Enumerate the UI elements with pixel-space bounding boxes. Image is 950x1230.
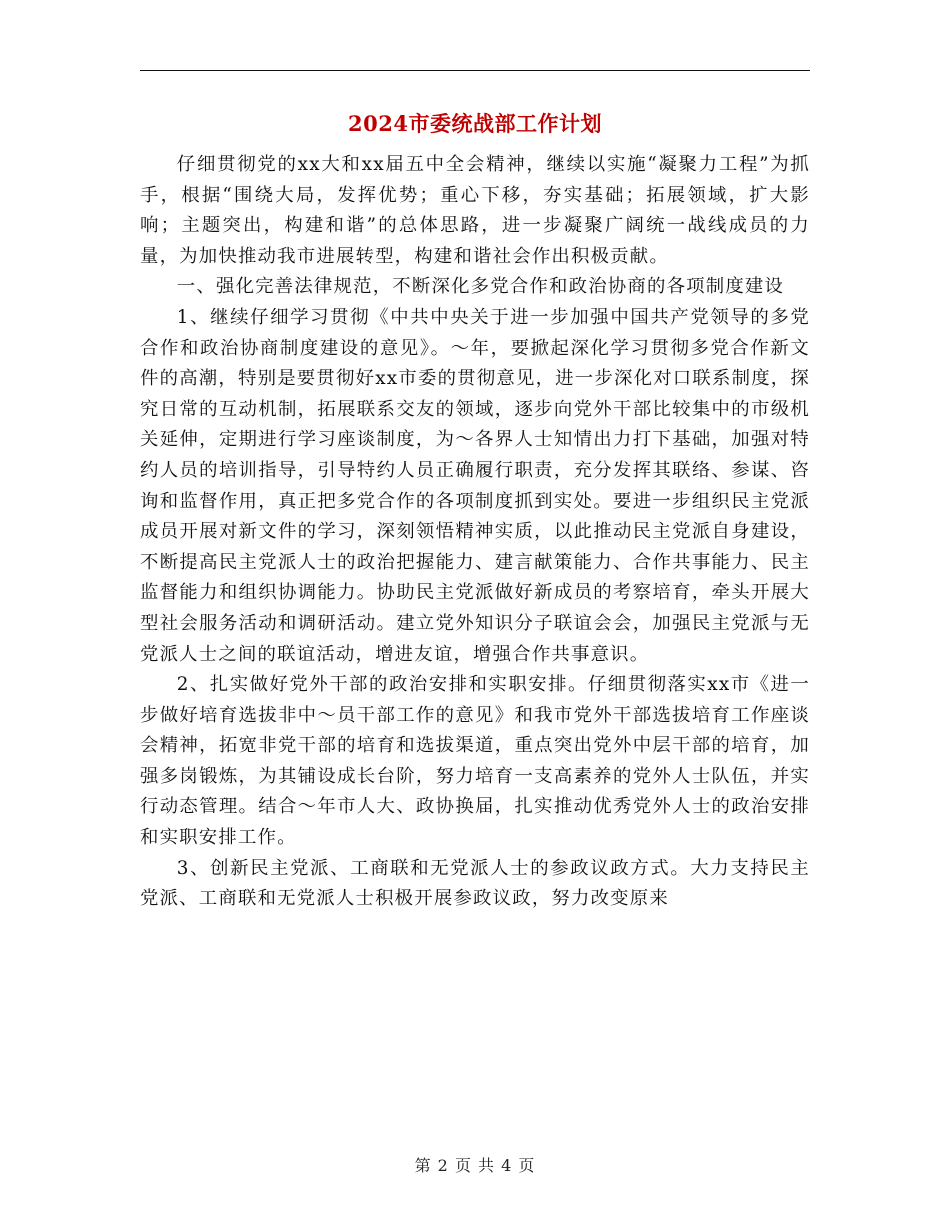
paragraph-item-3: 3、创新民主党派、工商联和无党派人士的参政议政方式。大力支持民主党派、工商联和无党派人士积极开展参政议政，努力改变原来 [140, 857, 810, 910]
document-title: 2024市委统战部工作计划 [348, 111, 602, 136]
header-rule [140, 70, 810, 71]
document-body [140, 150, 810, 915]
paragraph-intro: 仔细贯彻党的xx大和xx届五中全会精神，继续以实施“凝聚力工程”为抓手，根据“围绕大局，发挥优势；重心下移，夯实基础；拓展领域，扩大影响；主题突出，构建和谐”的总体思路，进一步凝聚广阔统一战线成员的力量，为加快推动我市进展转型，构建和谐社会作出积极贡献。 [140, 154, 810, 267]
paragraph-item-1: 1、继续仔细学习贯彻《中共中央关于进一步加强中国共产党领导的多党合作和政治协商制度建设的意见》。～年，要掀起深化学习贯彻多党合作新文件的高潮，特别是要贯彻好xx市委的贯彻意见，进一步深化对口联系制度，探究日常的互动机制，拓展联系交友的领域，逐步向党外干部比较集中的市级机关延伸，定期进行学习座谈制度，为～各界人士知情出力打下基础，加强对特约人员的培训指导，引导特约人员正确履行职责，充分发挥其联络、参谋、咨询和监督作用，真正把多党合作的各项制度抓到实处。要进一步组织民主党派成员开展对新文件的学习，深刻领悟精神实质，以此推动民主党派自身建设，不断提高民主党派人士的政治把握能力、建言献策能力、合作共事能力、民主监督能力和组织协调能力。协助民主党派做好新成员的考察培育，牵头开展大型社会服务活动和调研活动。建立党外知识分子联谊会会，加强民主党派与无党派人士之间的联谊活动，增进友谊，增强合作共事意识。 [140, 306, 810, 665]
paragraph-item-2: 2、扎实做好党外干部的政治安排和实职安排。仔细贯彻落实xx市《进一步做好培育选拔非中～员干部工作的意见》和我市党外干部选拔培育工作座谈会精神，拓宽非党干部的培育和选拔渠道，重点突出党外中层干部的培育，加强多岗锻炼，为其铺设成长台阶，努力培育一支高素养的党外人士队伍，并实行动态管理。结合～年市人大、政协换届，扎实推动优秀党外人士的政治安排和实职安排工作。 [140, 674, 810, 849]
page-number: 第 2 页 共 4 页 [414, 1156, 536, 1175]
section-heading-1: 一、强化完善法律规范，不断深化多党合作和政治协商的各项制度建设 [176, 276, 785, 298]
